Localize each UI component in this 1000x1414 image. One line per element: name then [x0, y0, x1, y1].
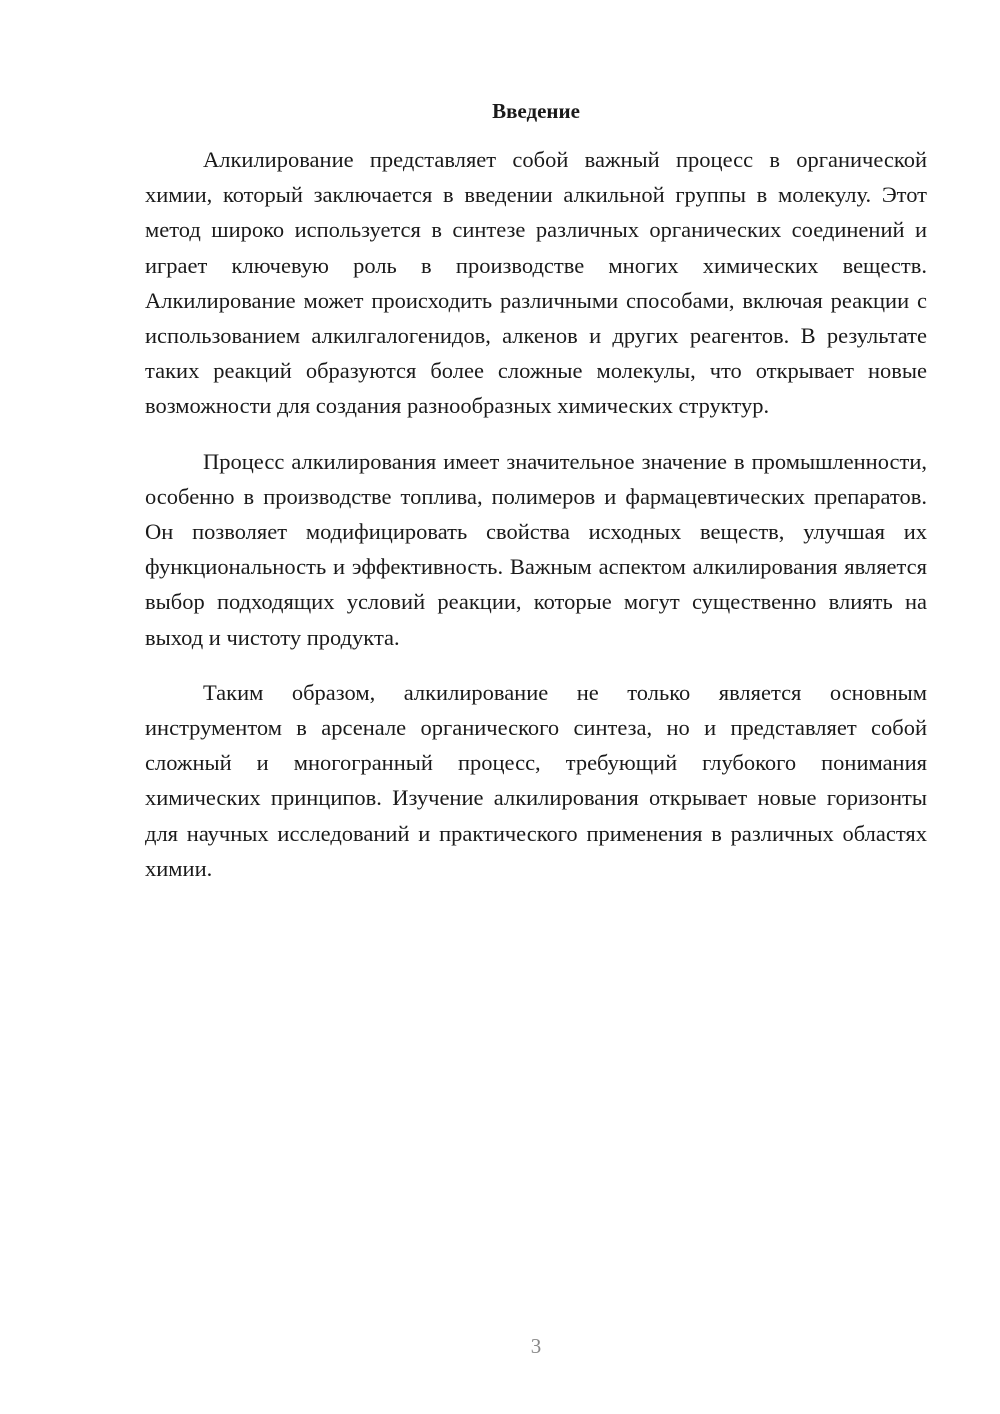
- paragraph-3: Таким образом, алкилирование не только является основным инструментом в арсенале органического синтеза, но и представляет собой сложный и многогранный процесс, требующий глубокого понимания химических принципов. Изучение алкилирования открывает новые горизонты для научных исследований и практического применения в различных областях химии.: [145, 679, 927, 881]
- paragraph-2: Процесс алкилирования имеет значительное значение в промышленности, особенно в производстве топлива, полимеров и фармацевтических препаратов. Он позволяет модифицировать свойства исходных веществ, улучшая их функциональность и эффективность. Важным аспектом алкилирования является выбор подходящих условий реакции, которые могут существенно влиять на выход и чистоту продукта.: [145, 448, 927, 650]
- section-heading: Введение: [492, 99, 580, 123]
- paragraph-1: Алкилирование представляет собой важный процесс в органической химии, который заключается в введении алкильной группы в молекулу. Этот метод широко используется в синтезе различных органических соединений и играет ключевую роль в производстве многих химических веществ. Алкилирование может происходить различными способами, включая реакции с использованием алкилгалогенидов, алкенов и других реагентов. В результате таких реакций образуются более сложные молекулы, что открывает новые возможности для создания разнообразных химических структур.: [145, 147, 927, 419]
- body-text: [145, 142, 927, 906]
- page-number: 3: [530, 1334, 542, 1358]
